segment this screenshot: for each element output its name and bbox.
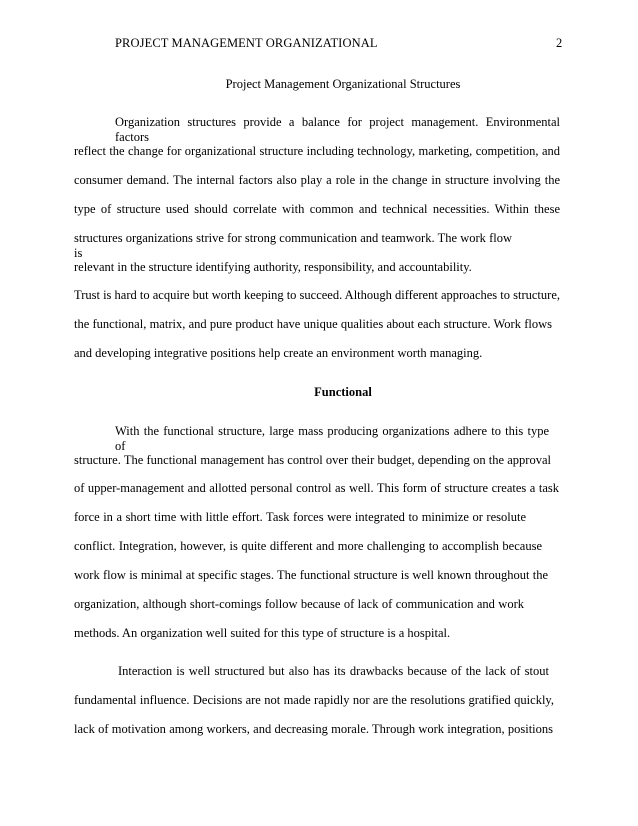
functional-p1-line-6: work flow is minimal at specific stages. The functional structure is well known throughout the (74, 568, 548, 582)
intro-line-5: structures organizations strive for strong communication and teamwork. The work flow is (74, 231, 512, 260)
section-heading-functional: Functional (314, 385, 372, 399)
intro-line-4: type of structure used should correlate with common and technical necessities. Within these (74, 202, 560, 216)
functional-p1-line-2: structure. The functional management has control over their budget, depending on the approval (74, 453, 551, 467)
intro-line-2: reflect the change for organizational structure including technology, marketing, competition, and (74, 144, 560, 158)
intro-line-1: Organization structures provide a balance for project management. Environmental factors (115, 115, 560, 144)
intro-line-9: and developing integrative positions help create an environment worth managing. (74, 346, 483, 360)
functional-p1-line-4: force in a short time with little effort. Task forces were integrated to minimize or resolute (74, 510, 526, 524)
functional-p1-line-1: With the functional structure, large mass producing organizations adhere to this type of (115, 424, 549, 453)
running-head: PROJECT MANAGEMENT ORGANIZATIONAL (115, 36, 378, 50)
functional-p2-line-2: fundamental influence. Decisions are not made rapidly nor are the resolutions gratified quickly, (74, 693, 554, 707)
functional-p2-line-3: lack of motivation among workers, and decreasing morale. Through work integration, positions (74, 722, 553, 736)
functional-p1-line-5: conflict. Integration, however, is quite different and more challenging to accomplish because (74, 539, 542, 553)
intro-line-7: Trust is hard to acquire but worth keeping to succeed. Although different approaches to structure, (74, 288, 560, 302)
intro-line-3: consumer demand. The internal factors also play a role in the change in structure involving the (74, 173, 560, 187)
functional-p1-line-8: methods. An organization well suited for this type of structure is a hospital. (74, 626, 451, 640)
functional-p1-line-3: of upper-management and allotted personal control as well. This form of structure creates a task (74, 481, 559, 495)
functional-p1-line-7: organization, although short-comings follow because of lack of communication and work (74, 597, 524, 611)
intro-line-8: the functional, matrix, and pure product have unique qualities about each structure. Work flows (74, 317, 552, 331)
functional-p2-line-1: Interaction is well structured but also has its drawbacks because of the lack of stout (118, 664, 549, 678)
document-title: Project Management Organizational Structures (225, 77, 461, 91)
intro-line-6: relevant in the structure identifying authority, responsibility, and accountability. (74, 260, 472, 274)
page-number: 2 (556, 36, 563, 50)
